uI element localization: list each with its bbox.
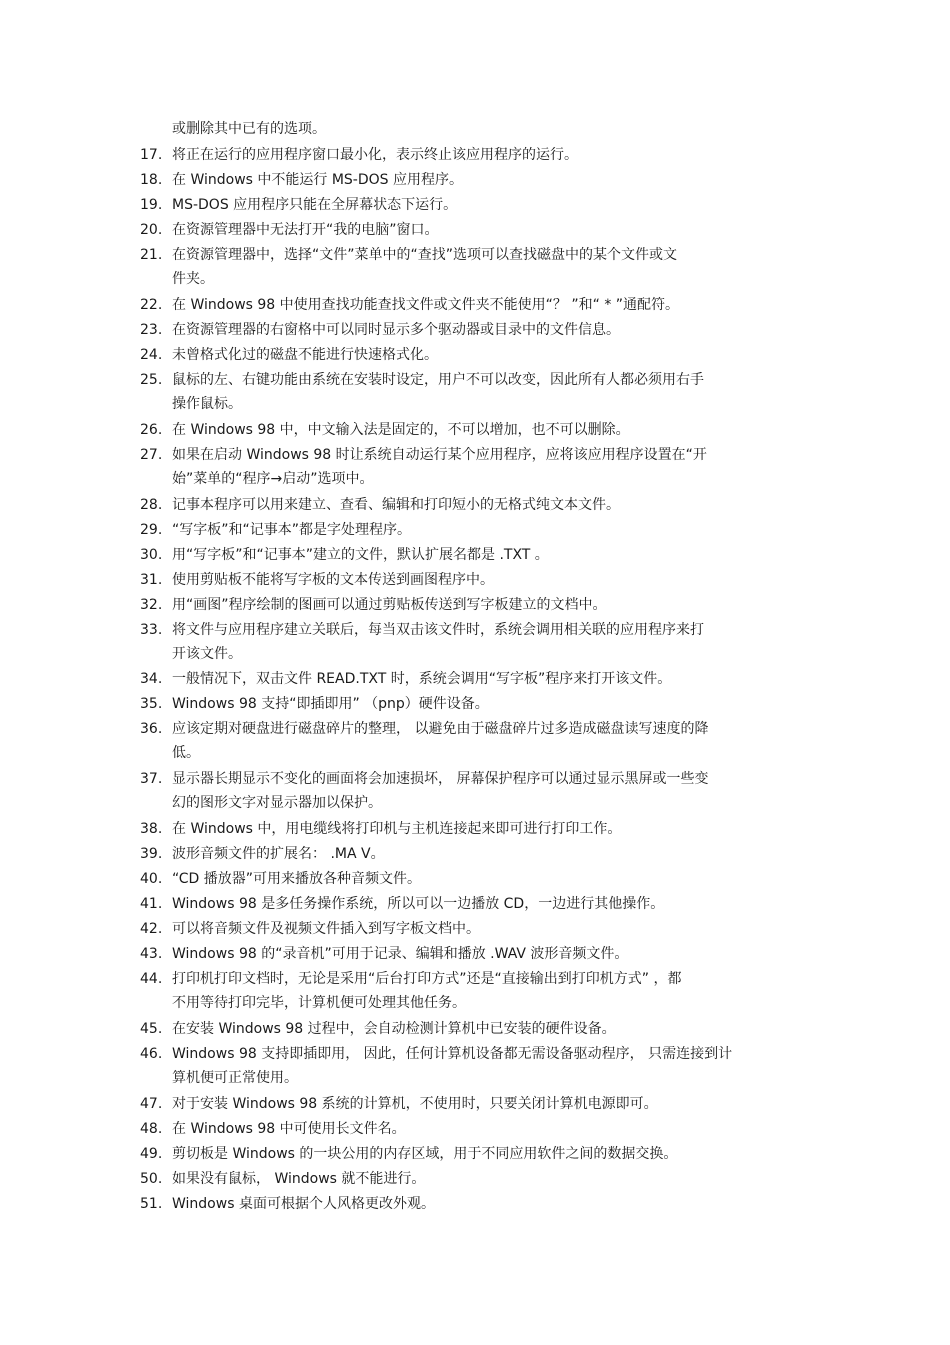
item-text bbox=[172, 768, 820, 814]
item-text bbox=[172, 1093, 820, 1115]
item-text bbox=[172, 294, 820, 316]
item-text bbox=[172, 569, 820, 591]
item-text bbox=[172, 444, 820, 490]
item-text-line: Windows 桌面可根据个人风格更改外观。 bbox=[172, 1196, 435, 1212]
item-text bbox=[172, 943, 820, 965]
item-number: 45. bbox=[140, 1021, 163, 1037]
item-text bbox=[172, 319, 820, 341]
item-text-line: 未曾格式化过的磁盘不能进行快速格式化。 bbox=[172, 347, 438, 363]
item-text bbox=[172, 519, 820, 541]
item-text-line: 将文件与应用程序建立关联后，每当双击该文件时，系统会调用相关联的应用程序来打 bbox=[172, 622, 704, 638]
item-text bbox=[172, 194, 820, 216]
item-text bbox=[172, 918, 820, 940]
item-number: 28. bbox=[140, 497, 163, 513]
item-text bbox=[172, 419, 820, 441]
item-text-line: 在资源管理器中，选择“文件”菜单中的“查找”选项可以查找磁盘中的某个文件或文 bbox=[172, 247, 678, 263]
item-number: 37. bbox=[140, 771, 163, 787]
item-text-line: 在资源管理器的右窗格中可以同时显示多个驱动器或目录中的文件信息。 bbox=[172, 322, 620, 338]
item-text bbox=[172, 1043, 820, 1089]
item-number: 26. bbox=[140, 422, 163, 438]
item-text-line: Windows 98 支持“即插即用” （pnp）硬件设备。 bbox=[172, 696, 489, 712]
item-text-line: 在 Windows 98 中使用查找功能查找文件或文件夹不能使用“？ ”和“ * ”通配符。 bbox=[172, 297, 680, 313]
item-text bbox=[172, 893, 820, 915]
item-text-line: 用“画图”程序绘制的图画可以通过剪贴板传送到写字板建立的文档中。 bbox=[172, 597, 607, 613]
item-number: 44. bbox=[140, 971, 163, 987]
item-text-line: “写字板”和“记事本”都是字处理程序。 bbox=[172, 522, 412, 538]
item-number: 30. bbox=[140, 547, 163, 563]
item-text bbox=[172, 219, 820, 241]
item-number: 18. bbox=[140, 172, 163, 188]
item-text-line: Windows 98 支持即插即用， 因此，任何计算机设备都无需设备驱动程序， 只需连接到计 bbox=[172, 1046, 733, 1062]
item-text bbox=[172, 693, 820, 715]
item-text-line: 在 Windows 中不能运行 MS-DOS 应用程序。 bbox=[172, 172, 463, 188]
item-text bbox=[172, 244, 820, 290]
item-number: 42. bbox=[140, 921, 163, 937]
item-number: 20. bbox=[140, 222, 163, 238]
item-number: 47. bbox=[140, 1096, 163, 1112]
item-text bbox=[172, 344, 820, 366]
item-number: 43. bbox=[140, 946, 163, 962]
item-text-line: 对于安装 Windows 98 系统的计算机，不使用时，只要关闭计算机电源即可。 bbox=[172, 1096, 658, 1112]
item-number: 32. bbox=[140, 597, 163, 613]
item-text-line: 在 Windows 中，用电缆线将打印机与主机连接起来即可进行打印工作。 bbox=[172, 821, 622, 837]
item-text-line: Windows 98 的“录音机”可用于记录、编辑和播放 .WAV 波形音频文件。 bbox=[172, 946, 629, 962]
item-number: 35. bbox=[140, 696, 163, 712]
item-number: 50. bbox=[140, 1171, 163, 1187]
item-number: 49. bbox=[140, 1146, 163, 1162]
item-text-line: “CD 播放器”可用来播放各种音频文件。 bbox=[172, 871, 422, 887]
item-text bbox=[172, 1118, 820, 1140]
item-number: 27. bbox=[140, 447, 163, 463]
item-text-line: 使用剪贴板不能将写字板的文本传送到画图程序中。 bbox=[172, 572, 494, 588]
item-number: 17. bbox=[140, 147, 163, 163]
item-number: 46. bbox=[140, 1046, 163, 1062]
item-text bbox=[172, 169, 820, 191]
item-number: 25. bbox=[140, 372, 163, 388]
item-text-line: 用“写字板”和“记事本”建立的文件，默认扩展名都是 .TXT 。 bbox=[172, 547, 549, 563]
item-text bbox=[172, 1193, 820, 1215]
item-text-line: 在资源管理器中无法打开“我的电脑”窗口。 bbox=[172, 222, 439, 238]
item-text-line: 剪切板是 Windows 的一块公用的内存区域，用于不同应用软件之间的数据交换。 bbox=[172, 1146, 678, 1162]
item-text-line: 一般情况下，双击文件 READ.TXT 时，系统会调用“写字板”程序来打开该文件。 bbox=[172, 671, 672, 687]
item-text-line: 波形音频文件的扩展名： .MA V。 bbox=[172, 846, 385, 862]
item-number: 34. bbox=[140, 671, 163, 687]
item-text-line: 操作鼠标。 bbox=[172, 396, 242, 412]
item-text bbox=[172, 718, 820, 764]
continuation-line: 或删除其中已有的选项。 bbox=[172, 121, 326, 137]
item-number: 22. bbox=[140, 297, 163, 313]
item-number: 51. bbox=[140, 1196, 163, 1212]
item-text-line: 记事本程序可以用来建立、查看、编辑和打印短小的无格式纯文本文件。 bbox=[172, 497, 620, 513]
item-text bbox=[172, 494, 820, 516]
item-number: 40. bbox=[140, 871, 163, 887]
item-number: 41. bbox=[140, 896, 163, 912]
item-text bbox=[172, 1143, 820, 1165]
item-text bbox=[172, 619, 820, 665]
item-text-line: 件夹。 bbox=[172, 271, 214, 287]
item-text-line: 如果在启动 Windows 98 时让系统自动运行某个应用程序，应将该应用程序设置在“开 bbox=[172, 447, 707, 463]
item-text-line: 低。 bbox=[172, 745, 200, 761]
item-number: 24. bbox=[140, 347, 163, 363]
item-text-line: Windows 98 是多任务操作系统，所以可以一边播放 CD，一边进行其他操作。 bbox=[172, 896, 665, 912]
item-number: 38. bbox=[140, 821, 163, 837]
item-number: 39. bbox=[140, 846, 163, 862]
item-text-line: 开该文件。 bbox=[172, 646, 242, 662]
item-number: 48. bbox=[140, 1121, 163, 1137]
item-text bbox=[172, 818, 820, 840]
item-text bbox=[172, 668, 820, 690]
item-number: 31. bbox=[140, 572, 163, 588]
item-text-line: 可以将音频文件及视频文件插入到写字板文档中。 bbox=[172, 921, 480, 937]
item-text bbox=[172, 144, 820, 166]
item-text-line: 在 Windows 98 中可使用长文件名。 bbox=[172, 1121, 406, 1137]
item-text-line: 打印机打印文档时，无论是采用“后台打印方式”还是“直接输出到打印机方式” ，都 bbox=[172, 971, 682, 987]
item-text-line: 鼠标的左、右键功能由系统在安装时设定，用户不可以改变，因此所有人都必须用右手 bbox=[172, 372, 704, 388]
item-text-line: MS-DOS 应用程序只能在全屏幕状态下运行。 bbox=[172, 197, 458, 213]
item-number: 21. bbox=[140, 247, 163, 263]
item-text-line: 将正在运行的应用程序窗口最小化，表示终止该应用程序的运行。 bbox=[172, 147, 578, 163]
item-text bbox=[172, 868, 820, 890]
item-text-line: 应该定期对硬盘进行磁盘碎片的整理， 以避免由于磁盘碎片过多造成磁盘读写速度的降 bbox=[172, 721, 709, 737]
item-text bbox=[172, 369, 820, 415]
item-number: 19. bbox=[140, 197, 163, 213]
item-text-line: 算机便可正常使用。 bbox=[172, 1070, 298, 1086]
item-text-line: 在安装 Windows 98 过程中，会自动检测计算机中已安装的硬件设备。 bbox=[172, 1021, 616, 1037]
item-text bbox=[172, 1168, 820, 1190]
item-text bbox=[172, 843, 820, 865]
item-text bbox=[172, 594, 820, 616]
item-number: 33. bbox=[140, 622, 163, 638]
item-text-line: 幻的图形文字对显示器加以保护。 bbox=[172, 795, 382, 811]
item-number: 36. bbox=[140, 721, 163, 737]
item-text-line: 始”菜单的“程序→启动”选项中。 bbox=[172, 471, 374, 487]
item-number: 23. bbox=[140, 322, 163, 338]
item-text bbox=[172, 1018, 820, 1040]
item-number: 29. bbox=[140, 522, 163, 538]
item-text bbox=[172, 544, 820, 566]
item-text bbox=[172, 968, 820, 1014]
item-text-line: 在 Windows 98 中，中文输入法是固定的，不可以增加，也不可以删除。 bbox=[172, 422, 630, 438]
item-text-line: 不用等待打印完毕，计算机便可处理其他任务。 bbox=[172, 995, 466, 1011]
item-text-line: 显示器长期显示不变化的画面将会加速损坏， 屏幕保护程序可以通过显示黑屏或一些变 bbox=[172, 771, 709, 787]
item-text-line: 如果没有鼠标， Windows 就不能进行。 bbox=[172, 1171, 426, 1187]
